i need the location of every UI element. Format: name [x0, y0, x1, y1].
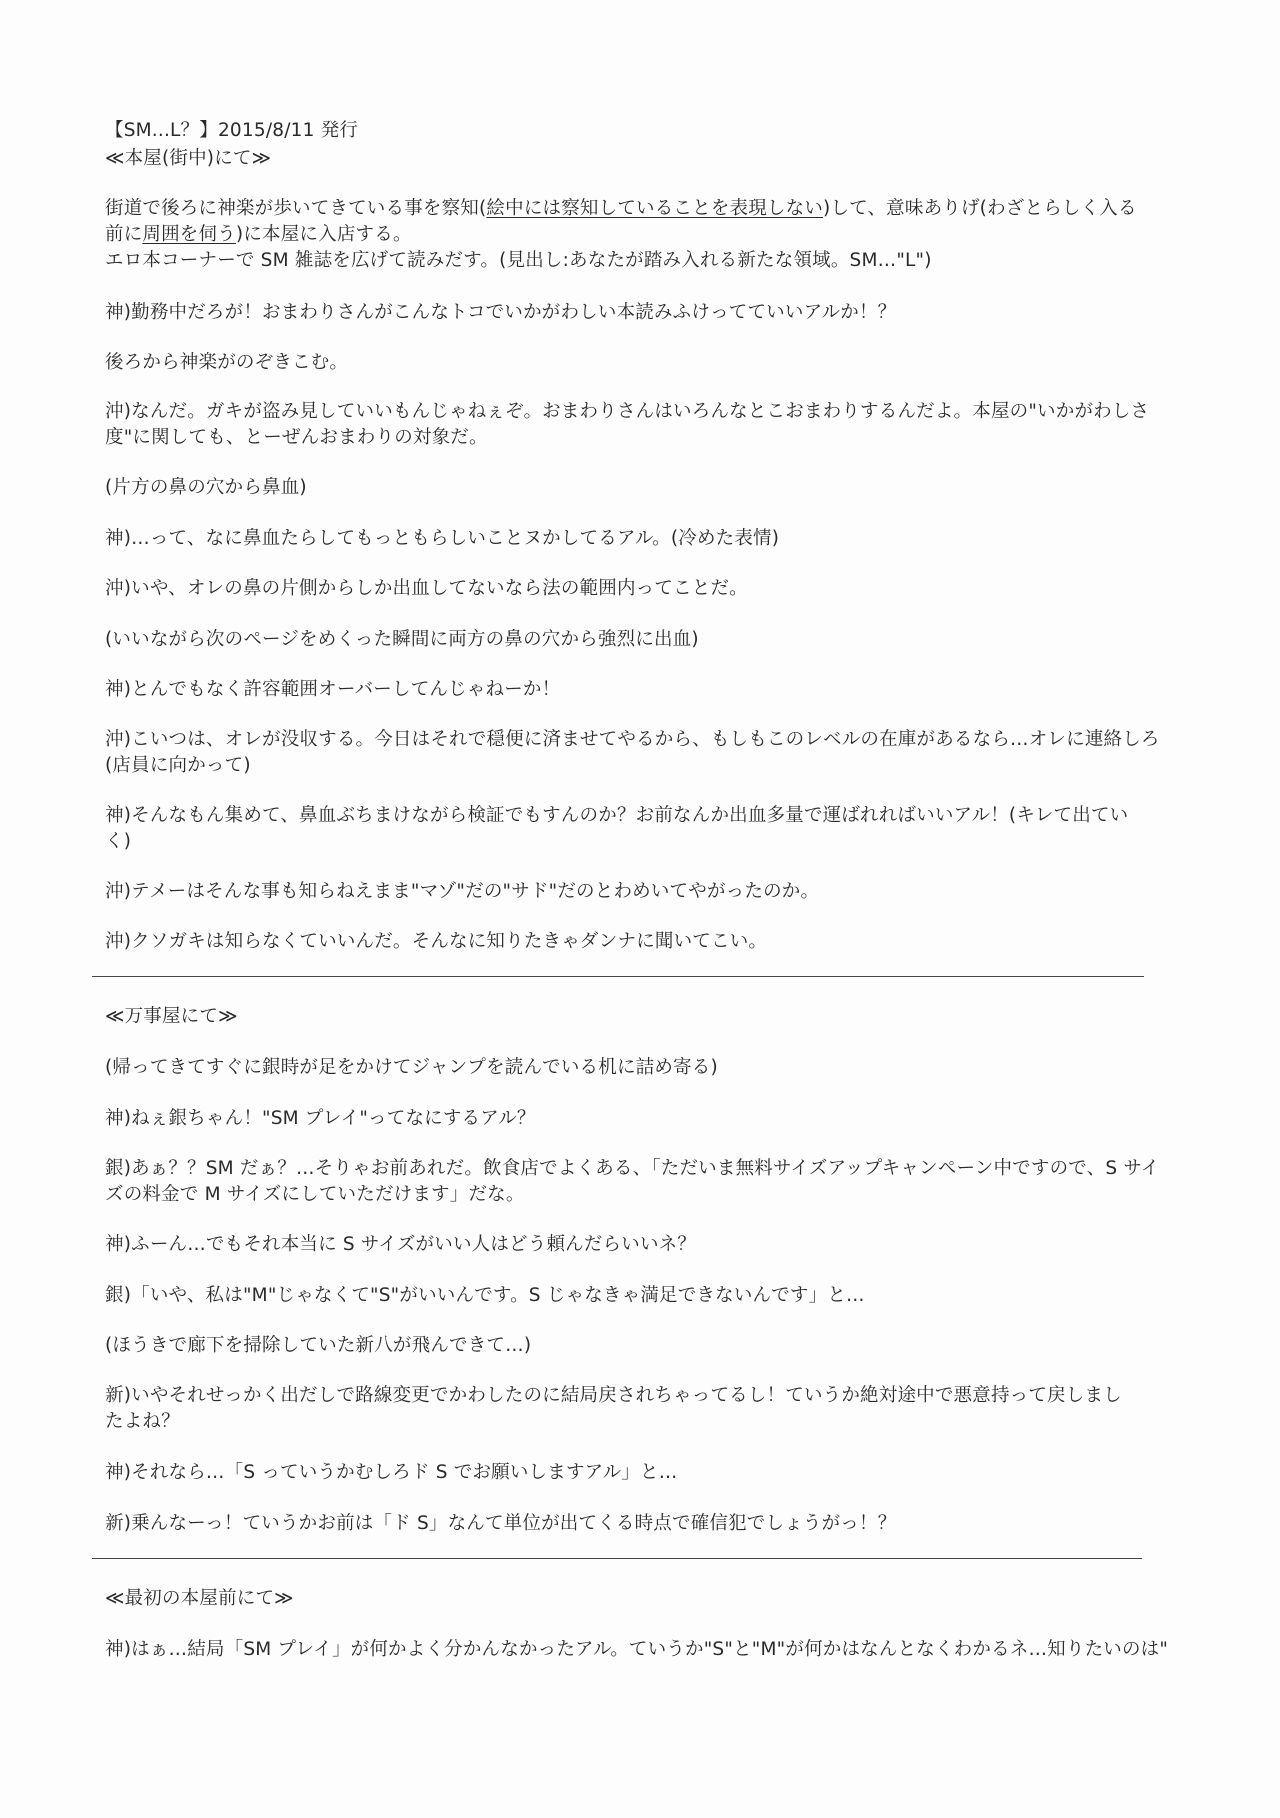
dialogue-line: 神)…って、なに鼻血たらしてもっともらしいことヌかしてるアル。(冷めた表情): [105, 528, 780, 549]
dialogue-line: 沖)なんだ。ガキが盗み見していいもんじゃねぇぞ。おまわりさんはいろんなとこおまわりするんだよ。本屋の"いかがわしさ: [105, 401, 1150, 422]
paragraph-line: [105, 222, 1175, 248]
underlined-text: 周囲を伺う: [142, 224, 236, 245]
dialogue-line: 沖)テメーはそんな事も知らねえまま"マゾ"だの"サド"だのとわめいてやがったのか。: [105, 881, 820, 902]
paragraph-line: エロ本コーナーで SM 雑誌を広げて読みだす。(見出し:あなたが踏み入れる新たな領域。SM…"L"): [105, 250, 932, 271]
dialogue-line: (店員に向かって): [105, 755, 251, 776]
text-run: 街道で後ろに神楽が歩いてきている事を察知(: [105, 198, 487, 219]
dialogue-line: 神)とんでもなく許容範囲オーバーしてんじゃねーか！: [105, 679, 561, 700]
dialogue-line: 銀)あぁ？？SM だぁ？…そりゃお前あれだ。飲食店でよくある、「ただいま無料サイズアップキャンペーン中ですので、S サイ: [105, 1158, 1160, 1179]
section-title-bookstore: ≪本屋(街中)にて≫: [105, 148, 272, 169]
stage-direction: (帰ってきてすぐに銀時が足をかけてジャンプを読んでいる机に詰め寄る): [105, 1057, 718, 1078]
stage-direction: 後ろから神楽がのぞきこむ。: [105, 352, 349, 373]
text-run: 前に: [105, 224, 143, 245]
paragraph-line: [105, 196, 1175, 222]
dialogue-line: たよね？: [105, 1411, 180, 1432]
dialogue-line: 沖)いや、オレの鼻の片側からしか出血してないなら法の範囲内ってことだ。: [105, 578, 748, 599]
dialogue-line: 神)そんなもん集めて、鼻血ぶちまけながら検証でもすんのか？お前なんか出血多量で運ばれればいいアル！(キレて出てい: [105, 805, 1129, 826]
dialogue-line: 新)乗んなーっ！ていうかお前は「ド S」なんて単位が出てくる時点で確信犯でしょうがっ！？: [105, 1513, 897, 1534]
dialogue-line: ズの料金で M サイズにしていただけます」だな。: [105, 1184, 525, 1205]
dialogue-line: 新)いやそれせっかく出だしで路線変更でかわしたのに結局戻されちゃってるし！ていうか絶対途中で悪意持って戻しまし: [105, 1385, 1122, 1406]
dialogue-line: 神)ふーん…でもそれ本当に S サイズがいい人はどう頼んだらいいネ？: [105, 1234, 697, 1255]
publication-header: 【SM...L？】2015/8/11 発行: [105, 120, 359, 141]
dialogue-line: 神)勤務中だろが！おまわりさんがこんなトコでいかがわしい本読みふけってていいアルか！？: [105, 302, 897, 323]
stage-direction: (ほうきで廊下を掃除していた新八が飛んできて…): [105, 1335, 532, 1356]
section-divider: [92, 1558, 1142, 1559]
dialogue-line: 銀)「いや、私は"M"じゃなくて"S"がいいんです。S じゃなきゃ満足できないんです」と…: [105, 1285, 865, 1306]
dialogue-line: 沖)クソガキは知らなくていいんだ。そんなに知りたきゃダンナに聞いてこい。: [105, 931, 768, 952]
section-title-first-bookstore: ≪最初の本屋前にて≫: [105, 1588, 294, 1609]
dialogue-line: 神)はぁ…結局「SM プレイ」が何かよく分かんなかったアル。ていうか"S"と"M"が何かはなんとなくわかるネ…知りたいのは": [105, 1639, 1169, 1660]
section-divider: [92, 976, 1144, 977]
stage-direction: (片方の鼻の穴から鼻血): [105, 477, 307, 498]
dialogue-line: 度"に関しても、とーぜんおまわりの対象だ。: [105, 427, 488, 448]
dialogue-line: 沖)こいつは、オレが没収する。今日はそれで穏便に済ませてやるから、もしもこのレベルの在庫があるなら…オレに連絡しろ: [105, 729, 1160, 750]
text-run: )に本屋に入店する。: [235, 224, 412, 245]
section-title-yorozuya: ≪万事屋にて≫: [105, 1006, 238, 1027]
dialogue-line: く): [105, 831, 132, 852]
text-run: )して、意味ありげ(わざとらしく入る: [823, 198, 1137, 219]
underlined-text: 絵中には察知していることを表現しない: [486, 198, 824, 219]
dialogue-line: 神)それなら…「S っていうかむしろド S でお願いしますアル」と…: [105, 1462, 678, 1483]
stage-direction: (いいながら次のページをめくった瞬間に両方の鼻の穴から強烈に出血): [105, 629, 699, 650]
dialogue-line: 神)ねぇ銀ちゃん！"SM プレイ"ってなにするアル？: [105, 1108, 536, 1129]
